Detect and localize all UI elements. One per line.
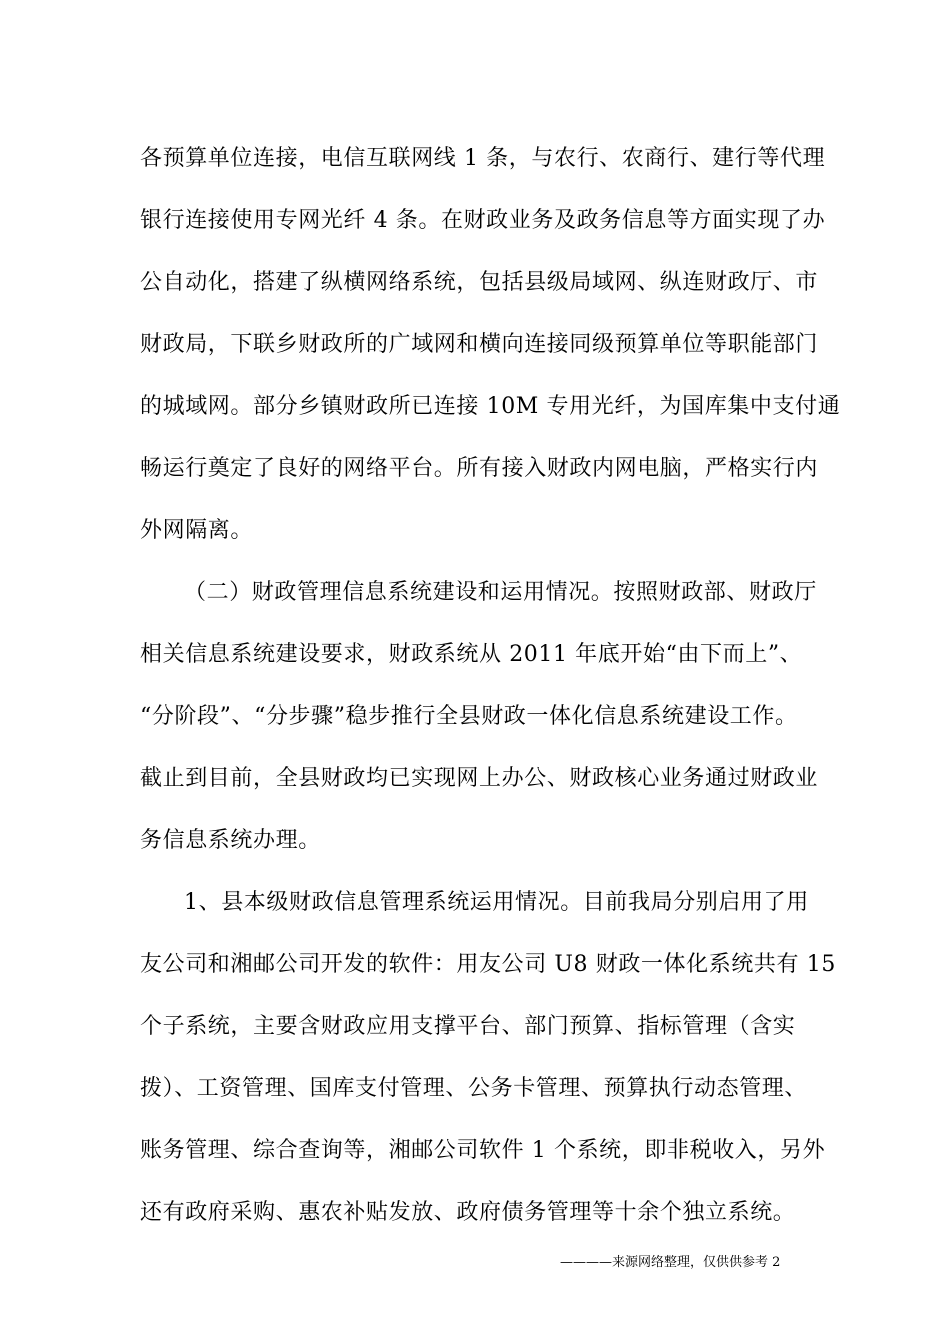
paragraph-line: “分阶段”、“分步骤”稳步推行全县财政一体化信息系统建设工作。 (140, 704, 798, 729)
paragraph-line: 的城域网。部分乡镇财政所已连接 10M 专用光纤，为国库集中支付通 (140, 394, 841, 419)
paragraph-line: 外网隔离。 (140, 518, 254, 543)
paragraph-line: 银行连接使用专网光纤 4 条。在财政业务及政务信息等方面实现了办 (140, 208, 826, 233)
paragraph-line: 畅运行奠定了良好的网络平台。所有接入财政内网电脑，严格实行内 (140, 456, 819, 481)
paragraph-line-indented: （二）财政管理信息系统建设和运用情况。按照财政部、财政厅 (184, 580, 817, 605)
page-footer: ————来源网络整理，仅供供参考 2 (560, 1255, 781, 1270)
paragraph-line: 还有政府采购、惠农补贴发放、政府债务管理等十余个独立系统。 (140, 1200, 796, 1225)
paragraph-line: 公自动化，搭建了纵横网络系统，包括县级局域网、纵连财政厅、市 (140, 270, 819, 295)
paragraph-line: 财政局，下联乡财政所的广域网和横向连接同级预算单位等职能部门 (140, 332, 819, 357)
paragraph-line: 账务管理、综合查询等，湘邮公司软件 1 个系统，即非税收入，另外 (140, 1138, 826, 1163)
paragraph-line: 各预算单位连接，电信互联网线 1 条，与农行、农商行、建行等代理 (140, 146, 826, 171)
paragraph-line: 截止到目前，全县财政均已实现网上办公、财政核心业务通过财政业 (140, 766, 819, 791)
paragraph-line: 友公司和湘邮公司开发的软件：用友公司 U8 财政一体化系统共有 15 (140, 952, 836, 977)
paragraph-line-indented: 1、县本级财政信息管理系统运用情况。目前我局分别启用了用 (184, 890, 809, 915)
paragraph-line: 拨）、工资管理、国库支付管理、公务卡管理、预算执行动态管理、 (140, 1076, 808, 1101)
paragraph-line: 相关信息系统建设要求，财政系统从 2011 年底开始“由下而上”、 (140, 642, 803, 667)
paragraph-line: 务信息系统办理。 (140, 828, 321, 853)
paragraph-line: 个子系统，主要含财政应用支撑平台、部门预算、指标管理（含实 (140, 1014, 796, 1039)
